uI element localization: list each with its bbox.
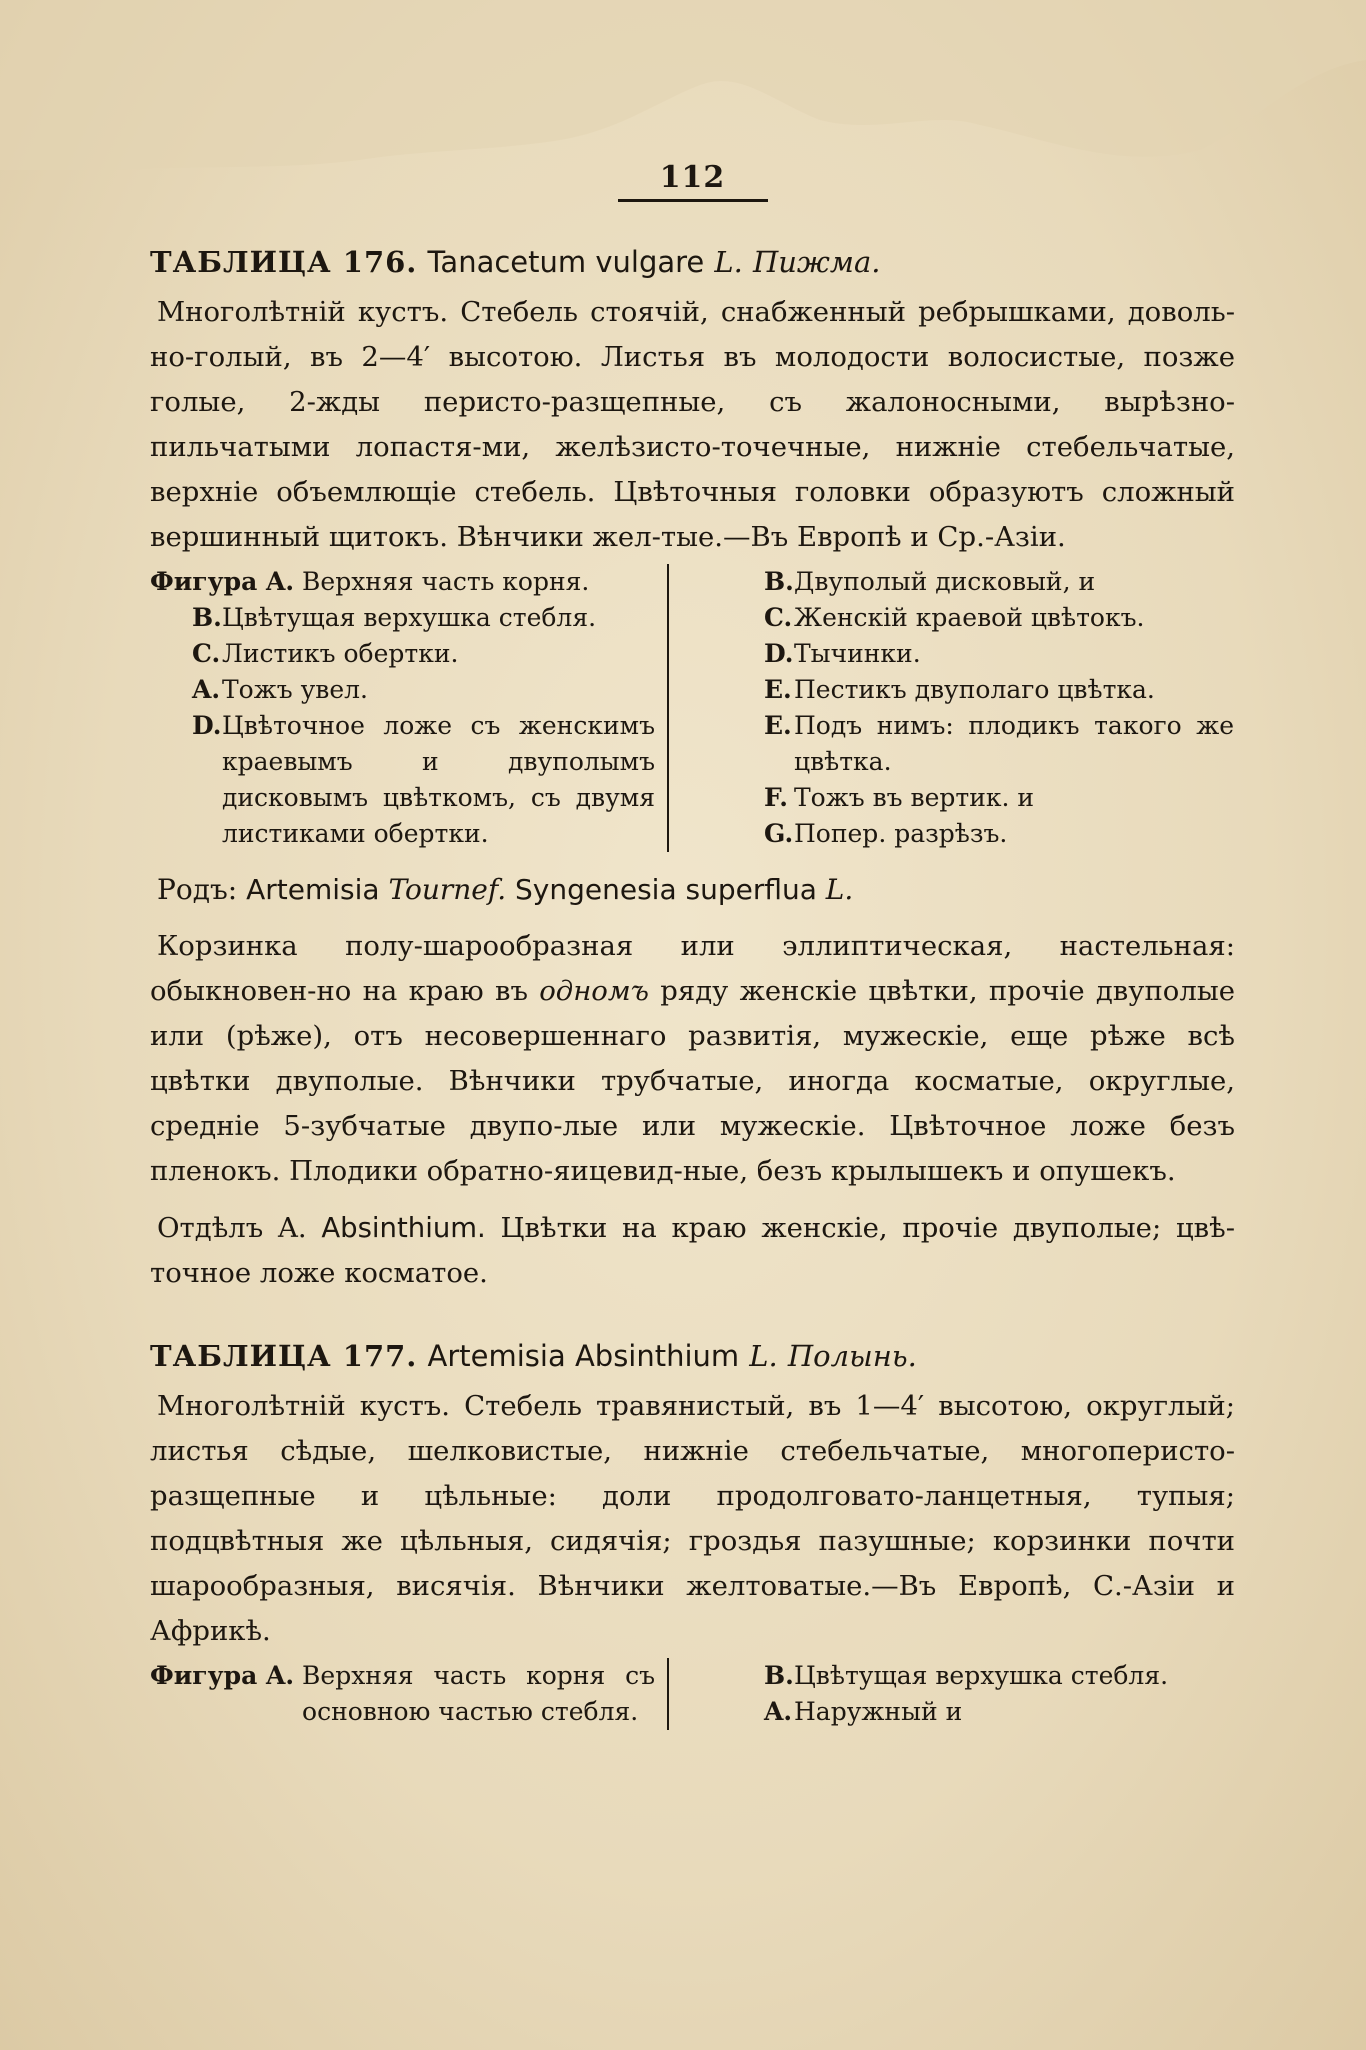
genus-description-text: ряду женскіе цвѣтки, прочіе двуполые или (рѣже), отъ несовершеннаго развитія, мужескіе, еще рѣже всѣ цвѣтки двуполые. Вѣнчики трубчатые, иногда косматые, округлые, средніе 5-зубчатые двупо-лые или мужескіе. Цвѣточное ложе безъ пленокъ. Плодики обратно-яицевид-ные, безъ крылышекъ и опушекъ.: [150, 975, 1235, 1187]
common-name: Полынь.: [787, 1339, 917, 1373]
figure-item: [764, 564, 1234, 600]
figure-key: G.: [764, 819, 794, 848]
figure-list-left: [150, 564, 669, 852]
genus-line: [150, 868, 1235, 912]
figure-item: [764, 600, 1234, 636]
table-176-figures: [150, 564, 1235, 852]
table-label: ТАБЛИЦА 177.: [150, 1339, 418, 1373]
figure-text: Цвѣтущая верхушка стебля.: [222, 603, 597, 632]
page-number: 112: [618, 160, 768, 202]
figure-item: [150, 672, 655, 708]
table-label: ТАБЛИЦА 176.: [150, 245, 418, 279]
figure-text: Наружный и: [794, 1697, 963, 1726]
figure-list-left: [150, 1658, 669, 1730]
figure-text: Тычинки.: [794, 639, 921, 668]
figure-key: E.: [764, 675, 792, 704]
genus-name: Artemisia: [246, 873, 380, 906]
figure-key: C.: [192, 639, 221, 668]
author: L.: [714, 245, 743, 279]
table-176-description: Многолѣтній кустъ. Стебель стоячій, снабженный ребрышками, доволь-но-голый, въ 2—4′ высотою. Листья въ молодости волосистые, позже голые, 2-жды перисто-разщепные, съ жалоносными, вырѣзно-пильчатыми лопастя-ми, желѣзисто-точечные, нижніе стебельчатые, верхніе объемлющіе стебель. Цвѣточныя головки образуютъ сложный вершинный щитокъ. Вѣнчики жел-тые.—Въ Европѣ и Ср.-Азіи.: [150, 296, 1235, 553]
genus-description-emphasis: одномъ: [539, 975, 649, 1007]
page-content: [150, 160, 1235, 1730]
author: L.: [749, 1339, 778, 1373]
genus-system: Syngenesia superflua: [515, 873, 817, 906]
figure-text: Двуполый дисковый, и: [794, 567, 1096, 596]
table-176-heading: [150, 242, 1235, 282]
genus-system-author: L.: [825, 873, 854, 906]
genus-description-text: Корзинка полу-шарообразная или эллиптическая, настельная: обыкновен-но на краю въ: [150, 930, 1235, 1007]
figure-item: [764, 1694, 1234, 1730]
figure-item: [150, 1658, 655, 1730]
figure-text: Верхняя часть корня.: [302, 567, 590, 596]
subsection-name: Absinthium.: [321, 1212, 486, 1244]
figure-key: E.: [764, 711, 792, 740]
figure-item: [150, 564, 655, 600]
latin-name: Artemisia Absinthium: [427, 1339, 740, 1373]
torn-top-edge: [0, 0, 1366, 170]
common-name: Пижма.: [752, 245, 881, 279]
figure-item: [764, 1658, 1234, 1694]
figure-item: [764, 816, 1234, 852]
figure-key: A.: [764, 1697, 793, 1726]
figure-text: Тожъ въ вертик. и: [794, 783, 1035, 812]
figure-key: C.: [764, 603, 793, 632]
figure-text: Пестикъ двуполаго цвѣтка.: [794, 675, 1155, 704]
figure-list-right: [669, 1658, 1234, 1730]
figure-text: Тожъ увел.: [222, 675, 368, 704]
subsection-absinthium: [150, 1206, 1235, 1296]
genus-prefix: Родъ:: [157, 873, 238, 906]
table-177-description: Многолѣтній кустъ. Стебель травянистый, въ 1—4′ высотою, округлый; листья сѣдые, шелковистые, нижніе стебельчатые, многоперисто-разщепные и цѣльные: доли продолговато-ланцетныя, тупыя; подцвѣтныя же цѣльныя, сидячія; гроздья пазушные; корзинки почти шарообразныя, висячія. Вѣнчики желтоватые.—Въ Европѣ, С.-Азіи и Африкѣ.: [150, 1390, 1235, 1647]
figure-key: B.: [764, 1661, 794, 1690]
table-177-heading: [150, 1336, 1235, 1376]
subsection-prefix: Отдѣлъ A.: [157, 1212, 307, 1244]
figure-key: B.: [192, 603, 222, 632]
figure-key: D.: [192, 711, 222, 740]
table-177-figures: [150, 1658, 1235, 1730]
figure-key: F.: [764, 783, 788, 812]
genus-description: [150, 924, 1235, 1194]
figure-item: [150, 600, 655, 636]
figure-item: [150, 636, 655, 672]
figure-text: Попер. разрѣзъ.: [794, 819, 1008, 848]
figure-key: Фигура A.: [150, 1661, 295, 1690]
figure-key: D.: [764, 639, 794, 668]
figure-item: [764, 636, 1234, 672]
figure-item: [764, 708, 1234, 780]
figure-text: Цвѣтущая верхушка стебля.: [794, 1661, 1169, 1690]
figure-text: Женскій краевой цвѣтокъ.: [794, 603, 1145, 632]
figure-text: Верхняя часть корня съ основною частью стебля.: [302, 1661, 655, 1726]
figure-text: Цвѣточное ложе съ женскимъ краевымъ и двуполымъ дисковымъ цвѣткомъ, съ двумя листиками обертки.: [222, 711, 655, 848]
figure-text: Подъ нимъ: плодикъ такого же цвѣтка.: [794, 711, 1234, 776]
figure-key: B.: [764, 567, 794, 596]
figure-text: Листикъ обертки.: [222, 639, 459, 668]
figure-key: A.: [192, 675, 221, 704]
figure-item: [764, 780, 1234, 816]
genus-author: Tournef.: [388, 873, 507, 906]
figure-list-right: [669, 564, 1234, 852]
latin-name: Tanacetum vulgare: [427, 245, 705, 279]
subsection-text: Цвѣтки на краю женскіе, прочіе двуполые; цвѣ-точное ложе косматое.: [150, 1212, 1235, 1289]
figure-item: [764, 672, 1234, 708]
figure-key: Фигура A.: [150, 567, 295, 596]
figure-item: [150, 708, 655, 852]
